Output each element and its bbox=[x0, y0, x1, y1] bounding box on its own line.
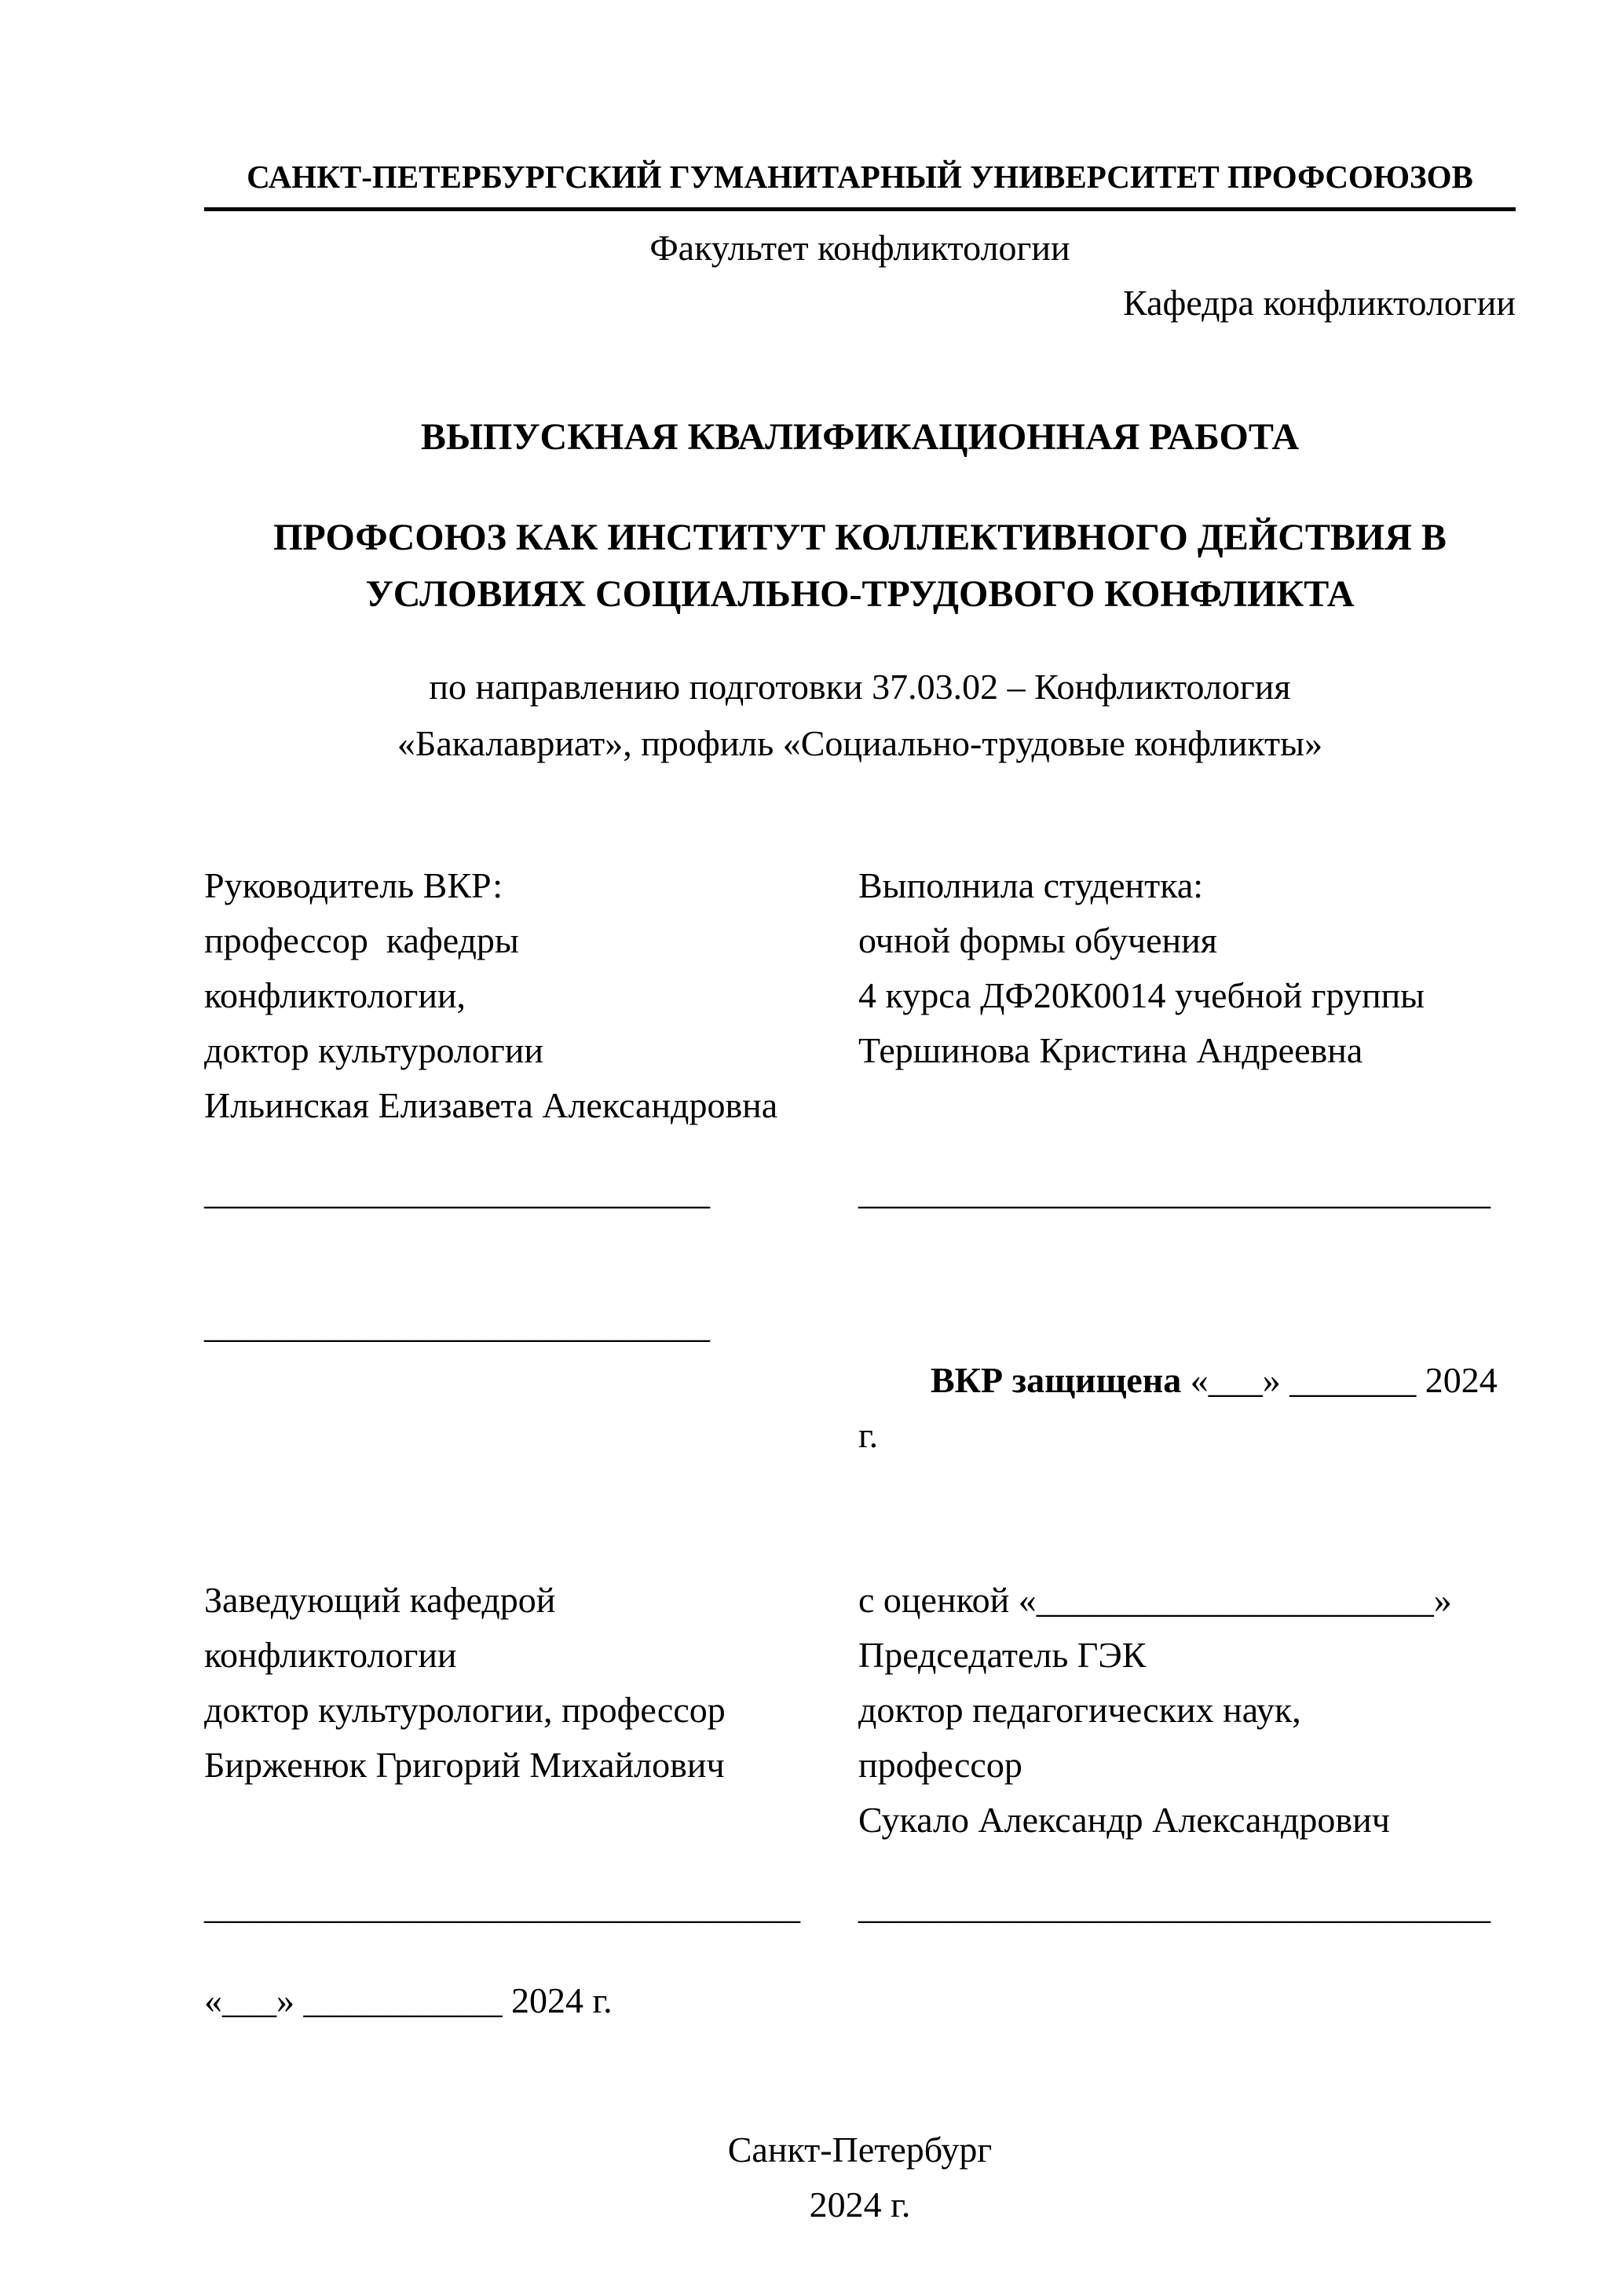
supervisor-student-block bbox=[204, 858, 1516, 1133]
city: Санкт-Петербург bbox=[727, 2130, 993, 2170]
student-signature-line bbox=[858, 1164, 1516, 1219]
student-study-form: очной формы обучения bbox=[858, 920, 1217, 960]
supervisor-signature-line bbox=[204, 1164, 858, 1219]
committee-chair-signature-line bbox=[858, 1879, 1516, 1934]
department-line: Кафедра конфликтологии bbox=[1123, 283, 1516, 323]
signature-line: ___________________________________ bbox=[858, 1886, 1490, 1926]
program-direction: по направлению подготовки 37.03.02 – Конфликтология bbox=[429, 667, 1291, 707]
signature-line: ____________________________ bbox=[204, 1172, 710, 1212]
supervisor-department: конфликтологии, bbox=[204, 975, 466, 1015]
defense-date-blank: «___» _______ 2024 г. bbox=[858, 1360, 1507, 1455]
department-head-degree: доктор культурологии, профессор bbox=[204, 1690, 726, 1730]
supervisor-degree: доктор культурологии bbox=[204, 1030, 543, 1070]
signature-line: ____________________________ bbox=[204, 1305, 710, 1345]
thesis-title-line-1: ПРОФСОЮЗ КАК ИНСТИТУТ КОЛЛЕКТИВНОГО ДЕЙСТВИЯ В bbox=[273, 517, 1447, 558]
supervisor-block bbox=[204, 858, 858, 1133]
work-type-heading: ВЫПУСКНАЯ КВАЛИФИКАЦИОННАЯ РАБОТА bbox=[420, 416, 1300, 458]
department-head-name: Бирженюк Григорий Михайлович bbox=[204, 1745, 725, 1785]
thesis-title bbox=[204, 510, 1516, 623]
year: 2024 г. bbox=[809, 2184, 911, 2225]
committee-block bbox=[858, 1573, 1516, 1848]
grade-blank-line: с оценкой «______________________» bbox=[858, 1580, 1452, 1620]
committee-chair-name: Сукало Александр Александрович bbox=[858, 1800, 1390, 1840]
department-head-signature-line-2 bbox=[204, 1879, 858, 1934]
department-head-department: конфликтологии bbox=[204, 1635, 457, 1675]
supervisor-role: Руководитель ВКР: bbox=[204, 865, 503, 905]
department-head-signature-line bbox=[204, 1298, 858, 1518]
student-block bbox=[858, 858, 1516, 1133]
program-profile: «Бакалавриат», профиль «Социально-трудовые конфликты» bbox=[397, 723, 1323, 763]
thesis-title-line-2: УСЛОВИЯХ СОЦИАЛЬНО-ТРУДОВОГО КОНФЛИКТА bbox=[365, 573, 1355, 615]
committee-chair-degree: доктор педагогических наук, bbox=[858, 1690, 1301, 1730]
faculty-line: Факультет конфликтологии bbox=[649, 228, 1070, 268]
student-name: Тершинова Кристина Андреевна bbox=[858, 1030, 1363, 1070]
defense-statement bbox=[858, 1298, 1516, 1518]
signature-row-2 bbox=[204, 1298, 1516, 1518]
department-head-block bbox=[204, 1573, 858, 1848]
defense-label: ВКР защищена bbox=[931, 1360, 1182, 1400]
signature-row-1 bbox=[204, 1164, 1516, 1219]
program-block bbox=[204, 659, 1516, 772]
supervisor-position: профессор кафедры bbox=[204, 920, 519, 960]
head-and-committee-block bbox=[204, 1573, 1516, 1848]
committee-chair-position: профессор bbox=[858, 1745, 1022, 1785]
committee-chair-role: Председатель ГЭК bbox=[858, 1635, 1147, 1675]
university-header bbox=[204, 157, 1516, 211]
department-head-role: Заведующий кафедрой bbox=[204, 1580, 556, 1620]
student-role: Выполнила студентка: bbox=[858, 865, 1204, 905]
signature-row-3 bbox=[204, 1879, 1516, 1934]
supervisor-name: Ильинская Елизавета Александровна bbox=[204, 1085, 778, 1125]
signature-line: _________________________________ bbox=[204, 1886, 800, 1926]
footer-block bbox=[204, 2122, 1516, 2232]
student-group: 4 курса ДФ20К0014 учебной группы bbox=[858, 975, 1425, 1015]
date-blank-line: «___» ___________ 2024 г. bbox=[204, 1980, 613, 2020]
university-name: САНКТ-ПЕТЕРБУРГСКИЙ ГУМАНИТАРНЫЙ УНИВЕРСИТЕТ ПРОФСОЮЗОВ bbox=[247, 159, 1473, 195]
signature-line: ___________________________________ bbox=[858, 1172, 1490, 1212]
